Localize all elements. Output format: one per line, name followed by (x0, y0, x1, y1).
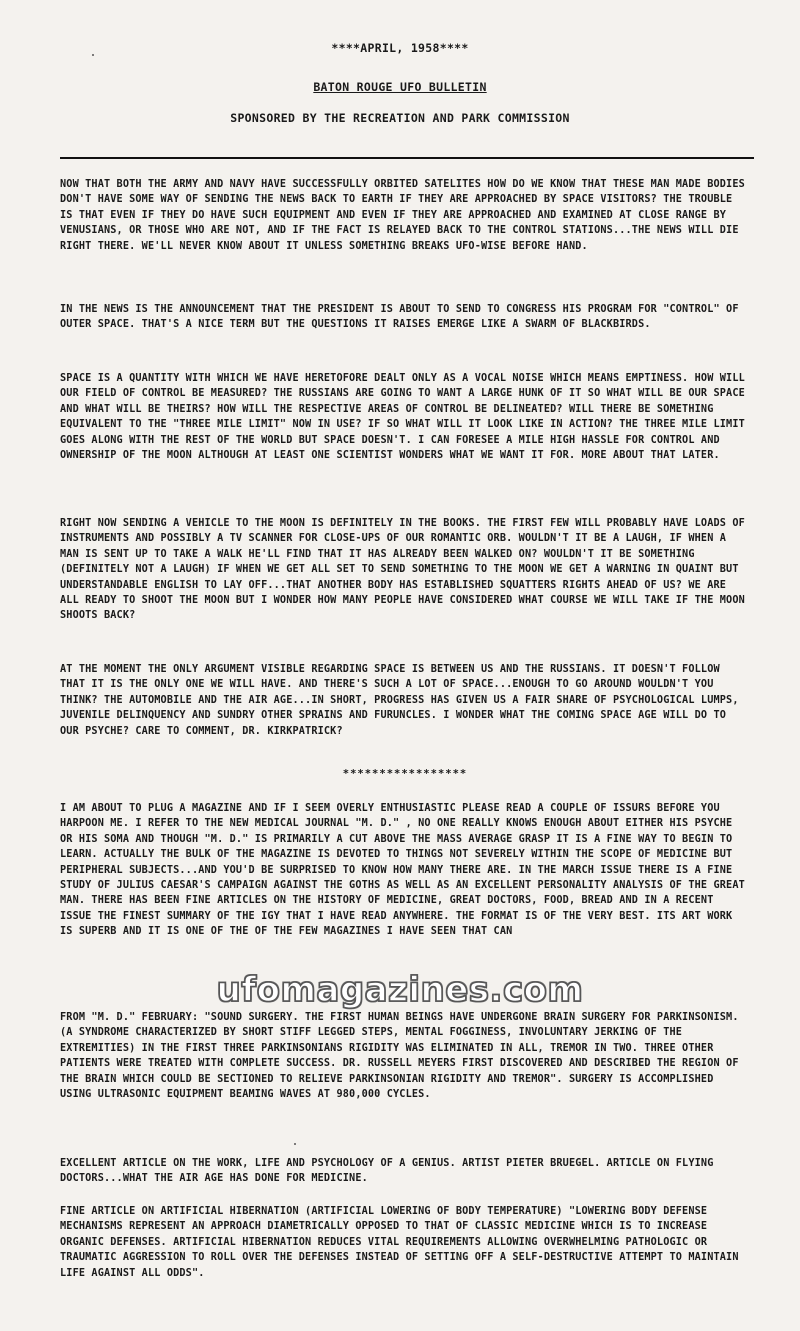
paragraph-text: RIGHT NOW SENDING A VEHICLE TO THE MOON IS DEFINITELY IN THE BOOKS. THE FIRST FEW WILL PROBABLY HAVE LOADS OF INSTRUMENTS AND POSSIBLY A TV SCANNER FOR CLOSE-UPS OF OUR ROMANTIC ORB. WOULDN'T IT BE A LAUGH, IF WHEN A MAN IS SENT UP TO TAKE A WALK HE'LL FIND THAT IT HAS ALREADY BEEN WALKED ON? WOULDN'T IT BE SOMETHING (DEFINITELY NOT A LAUGH) IF WHEN WE GET ALL SET TO SEND SOMETHING TO THE MOON WE GET A WARNING IN QUAINT BUT UNDERSTANDABLE ENGLISH TO LAY OFF...THAT ANOTHER BODY HAS ESTABLISHED SQUATTERS RIGHTS AHEAD OF US? WE ARE ALL READY TO SHOOT THE MOON BUT I WONDER HOW MANY PEOPLE HAVE CONSIDERED WHAT COURSE WE WILL TAKE IF THE MOON SHOOTS BACK? (60, 518, 745, 622)
paragraph-4 (60, 516, 750, 624)
paragraph-text: NOW THAT BOTH THE ARMY AND NAVY HAVE SUCCESSFULLY ORBITED SATELITES HOW DO WE KNOW THAT THESE MAN MADE BODIES DON'T HAVE SOME WAY OF SENDING THE NEWS BACK TO EARTH IF THEY ARE APPROACHED BY SPACE VISITORS? THE TROUBLE IS THAT EVEN IF THEY DO HAVE SUCH EQUIPMENT AND EVEN IF THEY ARE APPROACHED AND EXAMINED AT CLOSE RANGE BY VENUSIANS, OR THOSE WHO ARE NOT, AND IF THE FACT IS RELAYED BACK TO THE CONTROL STATIONS...THE NEWS WILL DIE RIGHT THERE. WE'LL NEVER KNOW ABOUT IT UNLESS SOMETHING BREAKS UFO-WISE BEFORE HAND. (60, 179, 745, 252)
header-divider (60, 157, 754, 159)
issue-date: ****APRIL, 1958**** (331, 41, 469, 55)
paragraph-text: AT THE MOMENT THE ONLY ARGUMENT VISIBLE REGARDING SPACE IS BETWEEN US AND THE RUSSIANS. IT DOESN'T FOLLOW THAT IT IS THE ONLY ONE WE WILL HAVE. AND THERE'S SUCH A LOT OF SPACE...ENOUGH TO GO AROUND WOULDN'T YOU THINK? THE AUTOMOBILE AND THE AIR AGE...IN SHORT, PROGRESS HAS GIVEN US A FAIR SHARE OF PSYCHOLOGICAL LUMPS, JUVENILE DELINQUENCY AND SUNDRY OTHER SPRAINS AND FURUNCLES. I WONDER WHAT THE COMING SPACE AGE WILL DO TO OUR PSYCHE? CARE TO COMMENT, DR. KIRKPATRICK? (60, 664, 739, 737)
paragraph-7 (60, 1010, 750, 1102)
section-separator: ***************** (342, 768, 468, 780)
paragraph-2 (60, 302, 750, 333)
paragraph-1 (60, 177, 750, 254)
paragraph-3 (60, 371, 750, 463)
scan-speck (92, 54, 94, 56)
paragraph-text: I AM ABOUT TO PLUG A MAGAZINE AND IF I SEEM OVERLY ENTHUSIASTIC PLEASE READ A COUPLE OF ISSURS BEFORE YOU HARPOON ME. I REFER TO THE NEW MEDICAL JOURNAL "M. D." , NO ONE REALLY KNOWS ENOUGH ABOUT EITHER HIS PSYCHE OR HIS SOMA AND THOUGH "M. D." IS PRIMARILY A CUT ABOVE THE MASS AVERAGE GRASP IT IS A FINE WAY TO BEGIN TO LEARN. ACTUALLY THE BULK OF THE MAGAZINE IS DEVOTED TO THINGS NOT SEVERELY WITHIN THE SCOPE OF MEDICINE BUT PERIPHERAL SUBJECTS...AND YOU'D BE SURPRISED TO KNOW HOW MANY THERE ARE. IN THE MARCH ISSUE THERE IS A FINE STUDY OF JULIUS CAESAR'S CAMPAIGN AGAINST THE GOTHS AS WELL AS AN EXCELLENT PERSONALITY ANALYSIS OF THE GREAT MAN. THERE HAS BEEN FINE ARTICLES ON THE HISTORY OF MEDICINE, GREAT DOCTORS, FOOD, BREAD AND IN A RECENT ISSUE THE FINEST SUMMARY OF THE IGY THAT I HAVE READ ANYWHERE. THE FORMAT IS OF THE VERY BEST. ITS ART WORK IS SUPERB AND IT IS ONE OF THE OF THE FEW MAGAZINES I HAVE SEEN THAT CAN (60, 803, 745, 938)
paragraph-text: FINE ARTICLE ON ARTIFICIAL HIBERNATION (ARTIFICIAL LOWERING OF BODY TEMPERATURE) "LOWERING BODY DEFENSE MECHANISMS REPRESENT AN APPROACH DIAMETRICALLY OPPOSED TO THAT OF CLASSIC MEDICINE WHICH IS TO INCREASE ORGANIC DEFENSES. ARTIFICIAL HIBERNATION REDUCES VITAL REQUIREMENTS ALLOWING OVERWHELMING PATHOLOGIC OR TRAUMATIC AGGRESSION TO ROLL OVER THE DEFENSES INSTEAD OF SETTING OFF A SELF-DESTRUCTIVE ATTEMPT TO MAINTAIN LIFE AGAINST ALL ODDS". (60, 1206, 739, 1279)
sponsor-line: SPONSORED BY THE RECREATION AND PARK COMMISSION (230, 111, 570, 125)
paragraph-text: EXCELLENT ARTICLE ON THE WORK, LIFE AND PSYCHOLOGY OF A GENIUS. ARTIST PIETER BRUEGEL. ARTICLE ON FLYING DOCTORS...WHAT THE AIR AGE HAS DONE FOR MEDICINE. (60, 1158, 714, 1185)
paragraph-8 (60, 1156, 750, 1187)
paragraph-5 (60, 662, 750, 739)
paragraph-6 (60, 801, 750, 940)
paragraph-text: IN THE NEWS IS THE ANNOUNCEMENT THAT THE PRESIDENT IS ABOUT TO SEND TO CONGRESS HIS PROGRAM FOR "CONTROL" OF OUTER SPACE. THAT'S A NICE TERM BUT THE QUESTIONS IT RAISES EMERGE LIKE A SWARM OF BLACKBIRDS. (60, 304, 739, 331)
bulletin-title: BATON ROUGE UFO BULLETIN (313, 80, 487, 94)
watermark-logo: ufomagazines.com (216, 970, 584, 1010)
paragraph-9 (60, 1204, 750, 1281)
paragraph-text: FROM "M. D." FEBRUARY: "SOUND SURGERY. THE FIRST HUMAN BEINGS HAVE UNDERGONE BRAIN SURGERY FOR PARKINSONISM. (A SYNDROME CHARACTERIZED BY SHORT STIFF LEGGED STEPS, MENTAL FOGGINESS, INVOLUNTARY JERKING OF THE EXTREMITIES) IN THE FIRST THREE PARKINSONIANS RIGIDITY WAS ELIMINATED IN ALL, TREMOR IN TWO. THREE OTHER PATIENTS WERE TREATED WITH COMPLETE SUCCESS. DR. RUSSELL MEYERS FIRST DISCOVERED AND DESCRIBED THE REGION OF THE BRAIN WHICH COULD BE SECTIONED TO RELIEVE PARKINSONIAN RIGIDITY AND TREMOR". SURGERY IS ACCOMPLISHED USING ULTRASONIC EQUIPMENT BEAMING WAVES AT 980,000 CYCLES. (60, 1012, 739, 1101)
paragraph-text: SPACE IS A QUANTITY WITH WHICH WE HAVE HERETOFORE DEALT ONLY AS A VOCAL NOISE WHICH MEANS EMPTINESS. HOW WILL OUR FIELD OF CONTROL BE MEASURED? THE RUSSIANS ARE GOING TO WANT A LARGE HUNK OF IT SO WHAT WILL BE OUR SPACE AND WHAT WILL BE THEIRS? HOW WILL THE RESPECTIVE AREAS OF CONTROL BE DELINEATED? WILL THERE BE SOMETHING EQUIVALENT TO THE "THREE MILE LIMIT" NOW IN USE? IF SO WHAT WILL IT LOOK LIKE IN ACTION? THE THREE MILE LIMIT GOES ALONG WITH THE REST OF THE WORLD BUT SPACE DOESN'T. I CAN FORESEE A MILE HIGH HASSLE FOR CONTROL AND OWNERSHIP OF THE MOON ALTHOUGH AT LEAST ONE SCIENTIST WONDERS WHAT WE WANT IT FOR. MORE ABOUT THAT LATER. (60, 373, 745, 462)
scan-speck (294, 1143, 296, 1145)
